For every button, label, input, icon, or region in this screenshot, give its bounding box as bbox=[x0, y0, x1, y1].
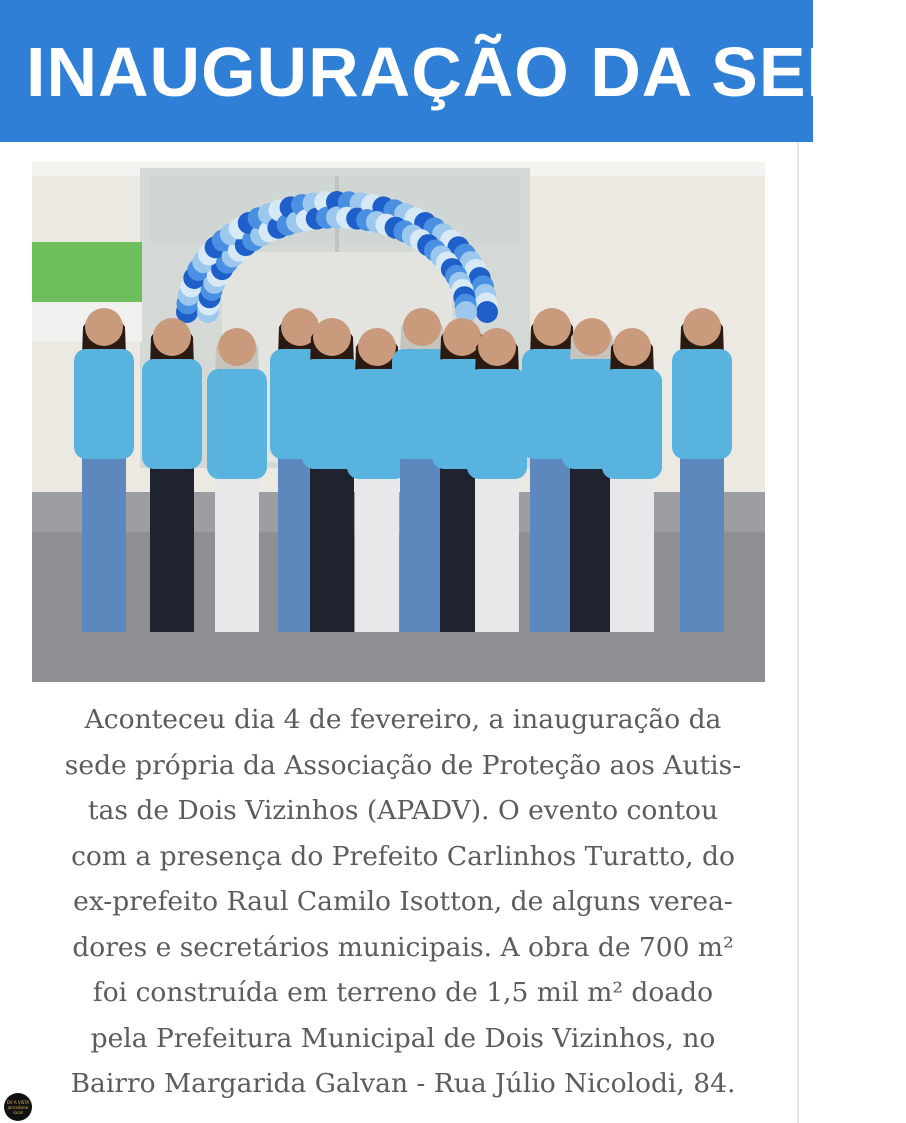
article-line: Bairro Margarida Galvan - Rua Júlio Nicolodi, 84. bbox=[70, 1068, 736, 1099]
person-figure bbox=[142, 318, 202, 632]
logo-text: DV A VISTA bbox=[6, 1099, 30, 1105]
article-text bbox=[22, 697, 784, 1107]
article-line: com a presença do Prefeito Carlinhos Turatto, do bbox=[71, 840, 735, 872]
person-figure bbox=[602, 328, 662, 632]
event-photo bbox=[32, 162, 765, 682]
person-figure bbox=[74, 308, 134, 632]
publisher-logo bbox=[4, 1093, 32, 1121]
title-banner bbox=[0, 0, 906, 142]
page-border bbox=[797, 142, 799, 1123]
article-line: pela Prefeitura Municipal de Dois Vizinhos, no bbox=[90, 1022, 716, 1054]
article-line: Aconteceu dia 4 de fevereiro, a inauguração da bbox=[84, 704, 722, 735]
balloon bbox=[476, 301, 498, 323]
person-figure bbox=[672, 308, 732, 632]
article-line: sede própria da Associação de Proteção aos Autis- bbox=[64, 749, 742, 781]
person-figure bbox=[207, 328, 267, 632]
article-line: foi construída em terreno de 1,5 mil m² doado bbox=[92, 977, 714, 1008]
person-figure bbox=[467, 328, 527, 632]
article-line: ex-prefeito Raul Camilo Isotton, de alguns verea- bbox=[73, 886, 733, 917]
article-line: dores e secretários municipais. A obra de 700 m² bbox=[72, 931, 734, 963]
page-title: INAUGURAÇÃO DA SEDE bbox=[26, 33, 906, 111]
article-line: tas de Dois Vizinhos (APADV). O evento contou bbox=[87, 795, 719, 826]
logo-subtext: jornalismo local bbox=[7, 1104, 29, 1115]
